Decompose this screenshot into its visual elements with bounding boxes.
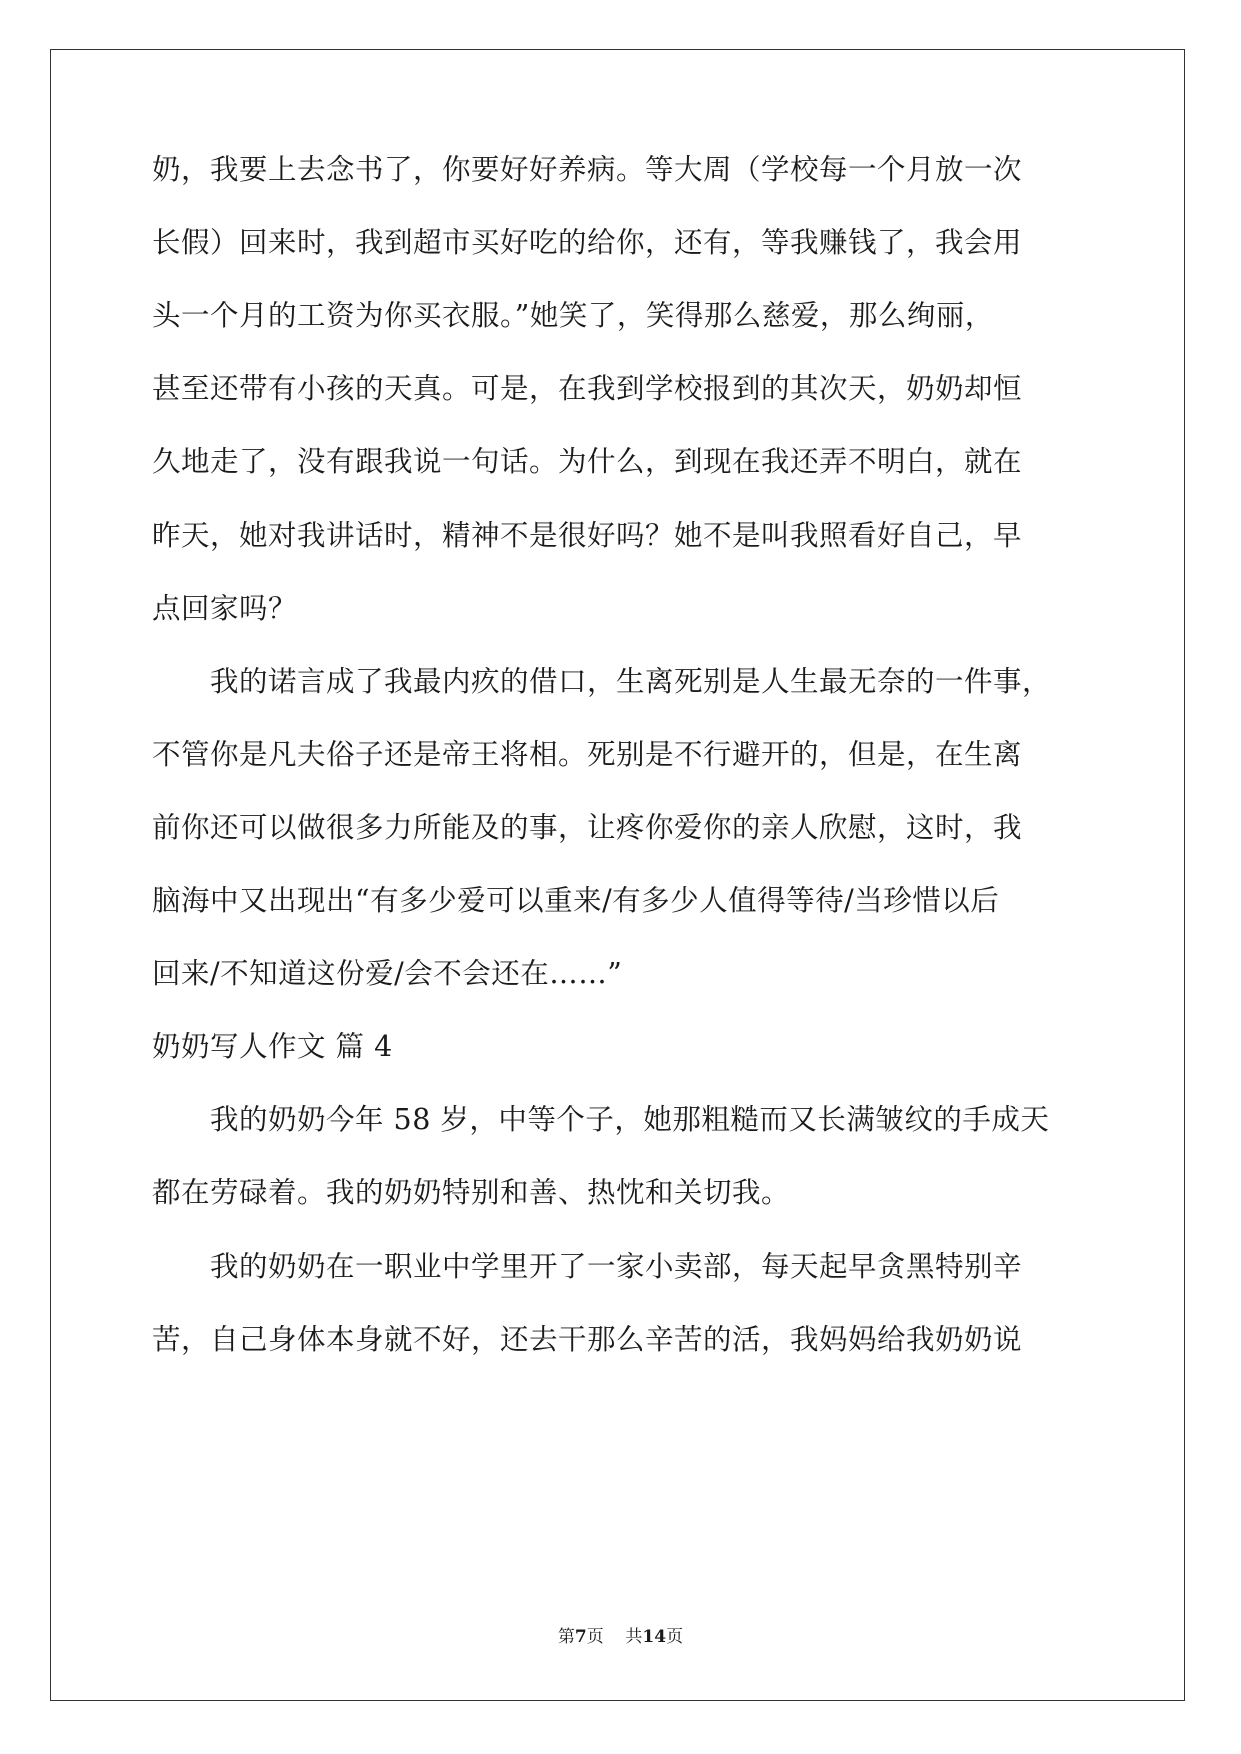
text-line: 不管你是凡夫俗子还是帝王将相。死别是不行避开的，但是，在生离 bbox=[152, 737, 1023, 771]
footer-mid: 页 共 bbox=[586, 1627, 643, 1647]
footer-prefix: 第 bbox=[557, 1627, 575, 1647]
text-line: 长假）回来时，我到超市买好吃的给你，还有，等我赚钱了，我会用 bbox=[152, 226, 1023, 260]
text-line: 我的诺言成了我最内疚的借口，生离死别是人生最无奈的一件事， bbox=[152, 664, 1052, 698]
text-line: 苦，自己身体本身就不好，还去干那么辛苦的活，我妈妈给我奶奶说 bbox=[152, 1322, 1023, 1356]
footer-suffix: 页 bbox=[666, 1627, 684, 1647]
text-line: 前你还可以做很多力所能及的事，让疼你爱你的亲人欣慰，这时，我 bbox=[152, 810, 1023, 844]
text-line: 头一个月的工资为你买衣服。”她笑了，笑得那么慈爱，那么绚丽， bbox=[152, 299, 994, 333]
text-line: 我的奶奶在一职业中学里开了一家小卖部，每天起早贪黑特别辛 bbox=[152, 1249, 1023, 1283]
text-line: 久地走了，没有跟我说一句话。为什么，到现在我还弄不明白，就在 bbox=[152, 445, 1023, 479]
text-line: 点回家吗？ bbox=[152, 591, 298, 625]
current-page-number: 7 bbox=[574, 1627, 587, 1647]
total-page-count: 14 bbox=[642, 1627, 667, 1647]
page-footer bbox=[0, 1626, 1241, 1648]
text-line: 昨天，她对我讲话时，精神不是很好吗？她不是叫我照看好自己，早 bbox=[152, 518, 1023, 552]
text-line: 都在劳碌着。我的奶奶特别和善、热忱和关切我。 bbox=[152, 1176, 791, 1210]
text-line: 奶奶写人作文 篇 4 bbox=[152, 1030, 393, 1064]
text-line: 甚至还带有小孩的天真。可是，在我到学校报到的其次天，奶奶却恒 bbox=[152, 372, 1023, 406]
text-line: 奶，我要上去念书了，你要好好养病。等大周（学校每一个月放一次 bbox=[152, 153, 1023, 186]
text-line: 脑海中又出现出“有多少爱可以重来/有多少人值得等待/当珍惜以后 bbox=[152, 884, 1000, 917]
text-line: 我的奶奶今年 58 岁，中等个子，她那粗糙而又长满皱纹的手成天 bbox=[152, 1103, 1050, 1137]
text-line: 回来/不知道这份爱/会不会还在……” bbox=[152, 957, 623, 991]
